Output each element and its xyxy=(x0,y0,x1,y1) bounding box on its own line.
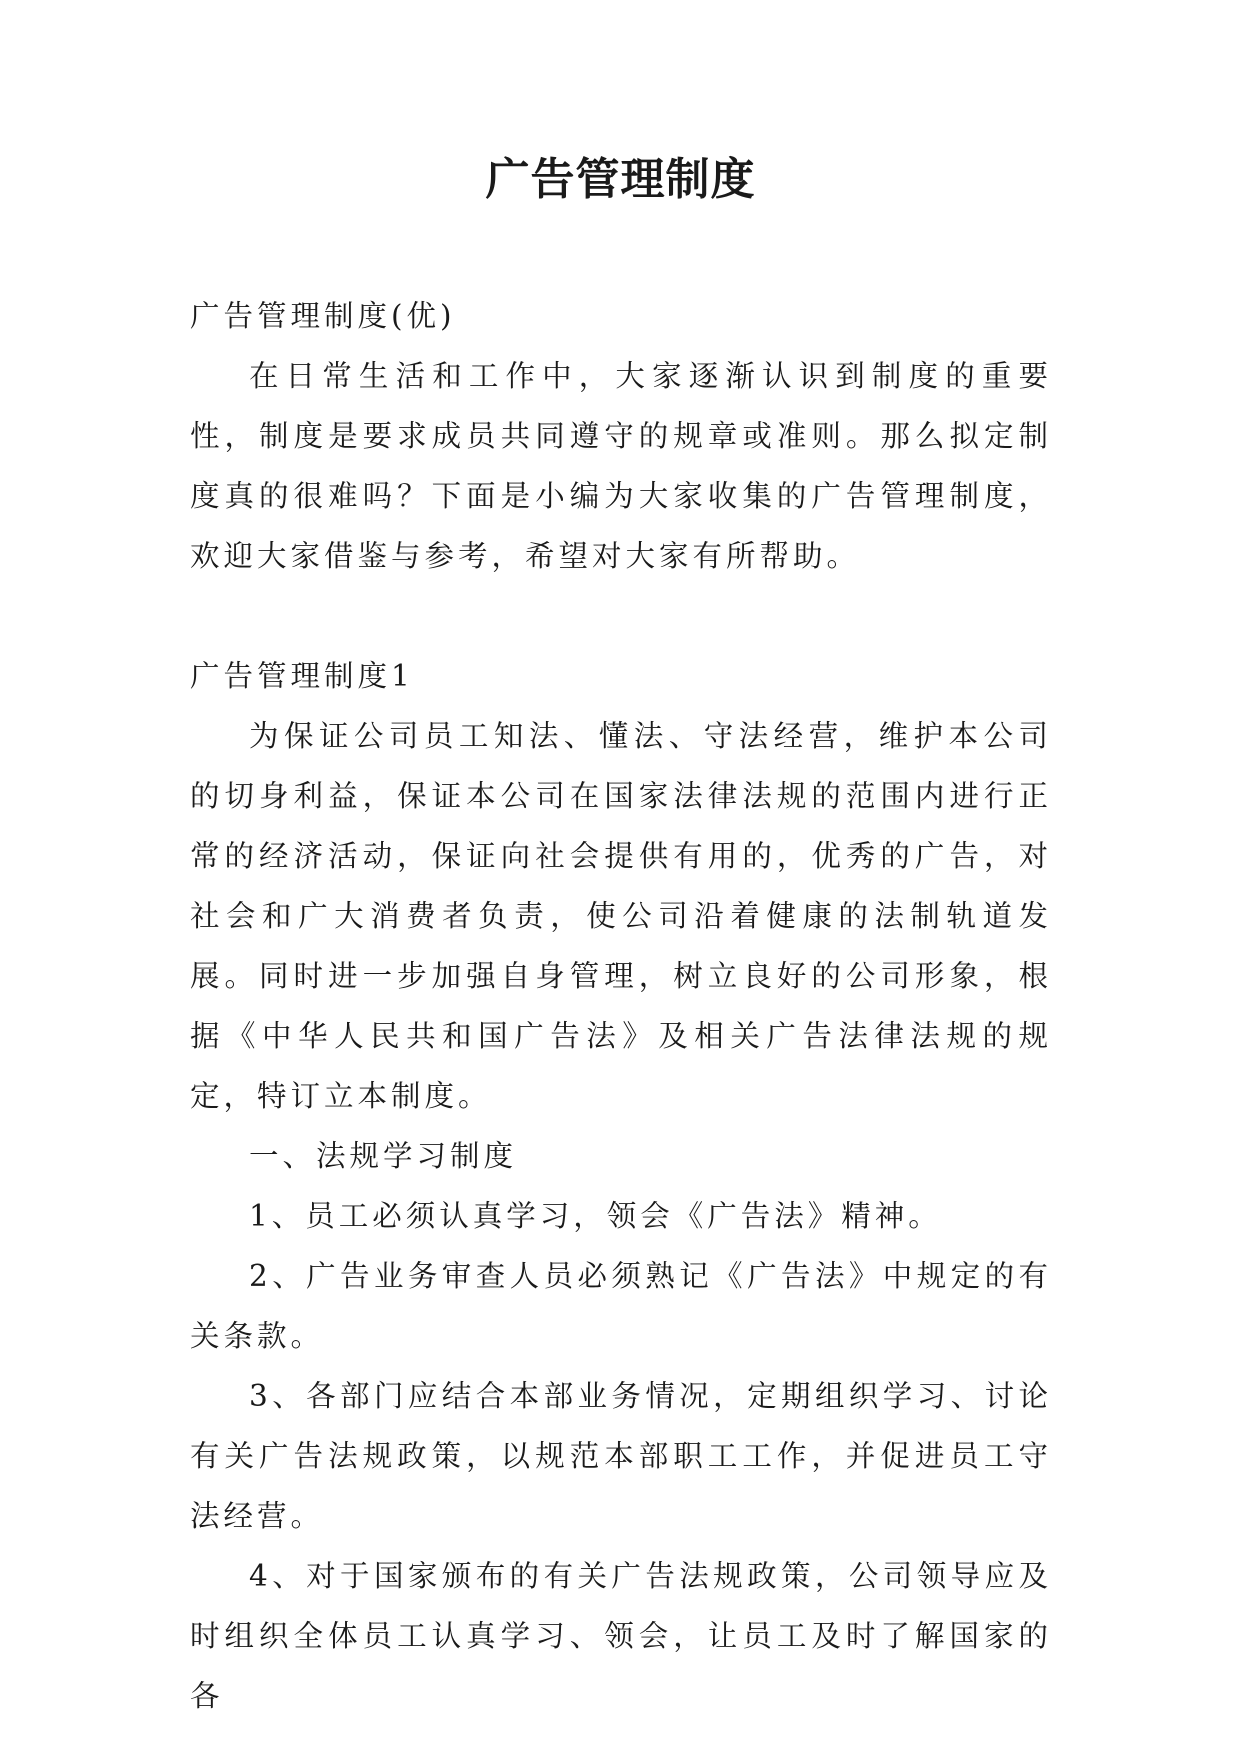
list-item: 1、员工必须认真学习，领会《广告法》精神。 xyxy=(249,1199,942,1233)
intro-paragraph: 在日常生活和工作中，大家逐渐认识到制度的重要性，制度是要求成员共同遵守的规章或准则。那么拟定制度真的很难吗？下面是小编为大家收集的广告管理制度，欢迎大家借鉴与参考，希望对大家有所帮助。 xyxy=(190,359,1052,573)
part-heading: 一、法规学习制度 xyxy=(249,1139,518,1173)
document-body xyxy=(190,286,1052,1726)
document-title: 广告管理制度 xyxy=(485,154,756,205)
paragraph-spacer xyxy=(190,586,1052,646)
section-heading: 广告管理制度1 xyxy=(190,659,414,693)
list-item: 2、广告业务审查人员必须熟记《广告法》中规定的有关条款。 xyxy=(190,1259,1052,1353)
section-paragraph: 为保证公司员工知法、懂法、守法经营，维护本公司的切身利益，保证本公司在国家法律法规的范围内进行正常的经济活动，保证向社会提供有用的，优秀的广告，对社会和广大消费者负责，使公司沿着健康的法制轨道发展。同时进一步加强自身管理，树立良好的公司形象，根据《中华人民共和国广告法》及相关广告法律法规的规定，特订立本制度。 xyxy=(190,719,1052,1113)
list-item: 4、对于国家颁布的有关广告法规政策，公司领导应及时组织全体员工认真学习、领会，让员工及时了解国家的各 xyxy=(190,1559,1052,1713)
list-item: 3、各部门应结合本部业务情况，定期组织学习、讨论有关广告法规政策，以规范本部职工工作，并促进员工守法经营。 xyxy=(190,1379,1052,1533)
document-subtitle: 广告管理制度(优) xyxy=(190,299,456,333)
